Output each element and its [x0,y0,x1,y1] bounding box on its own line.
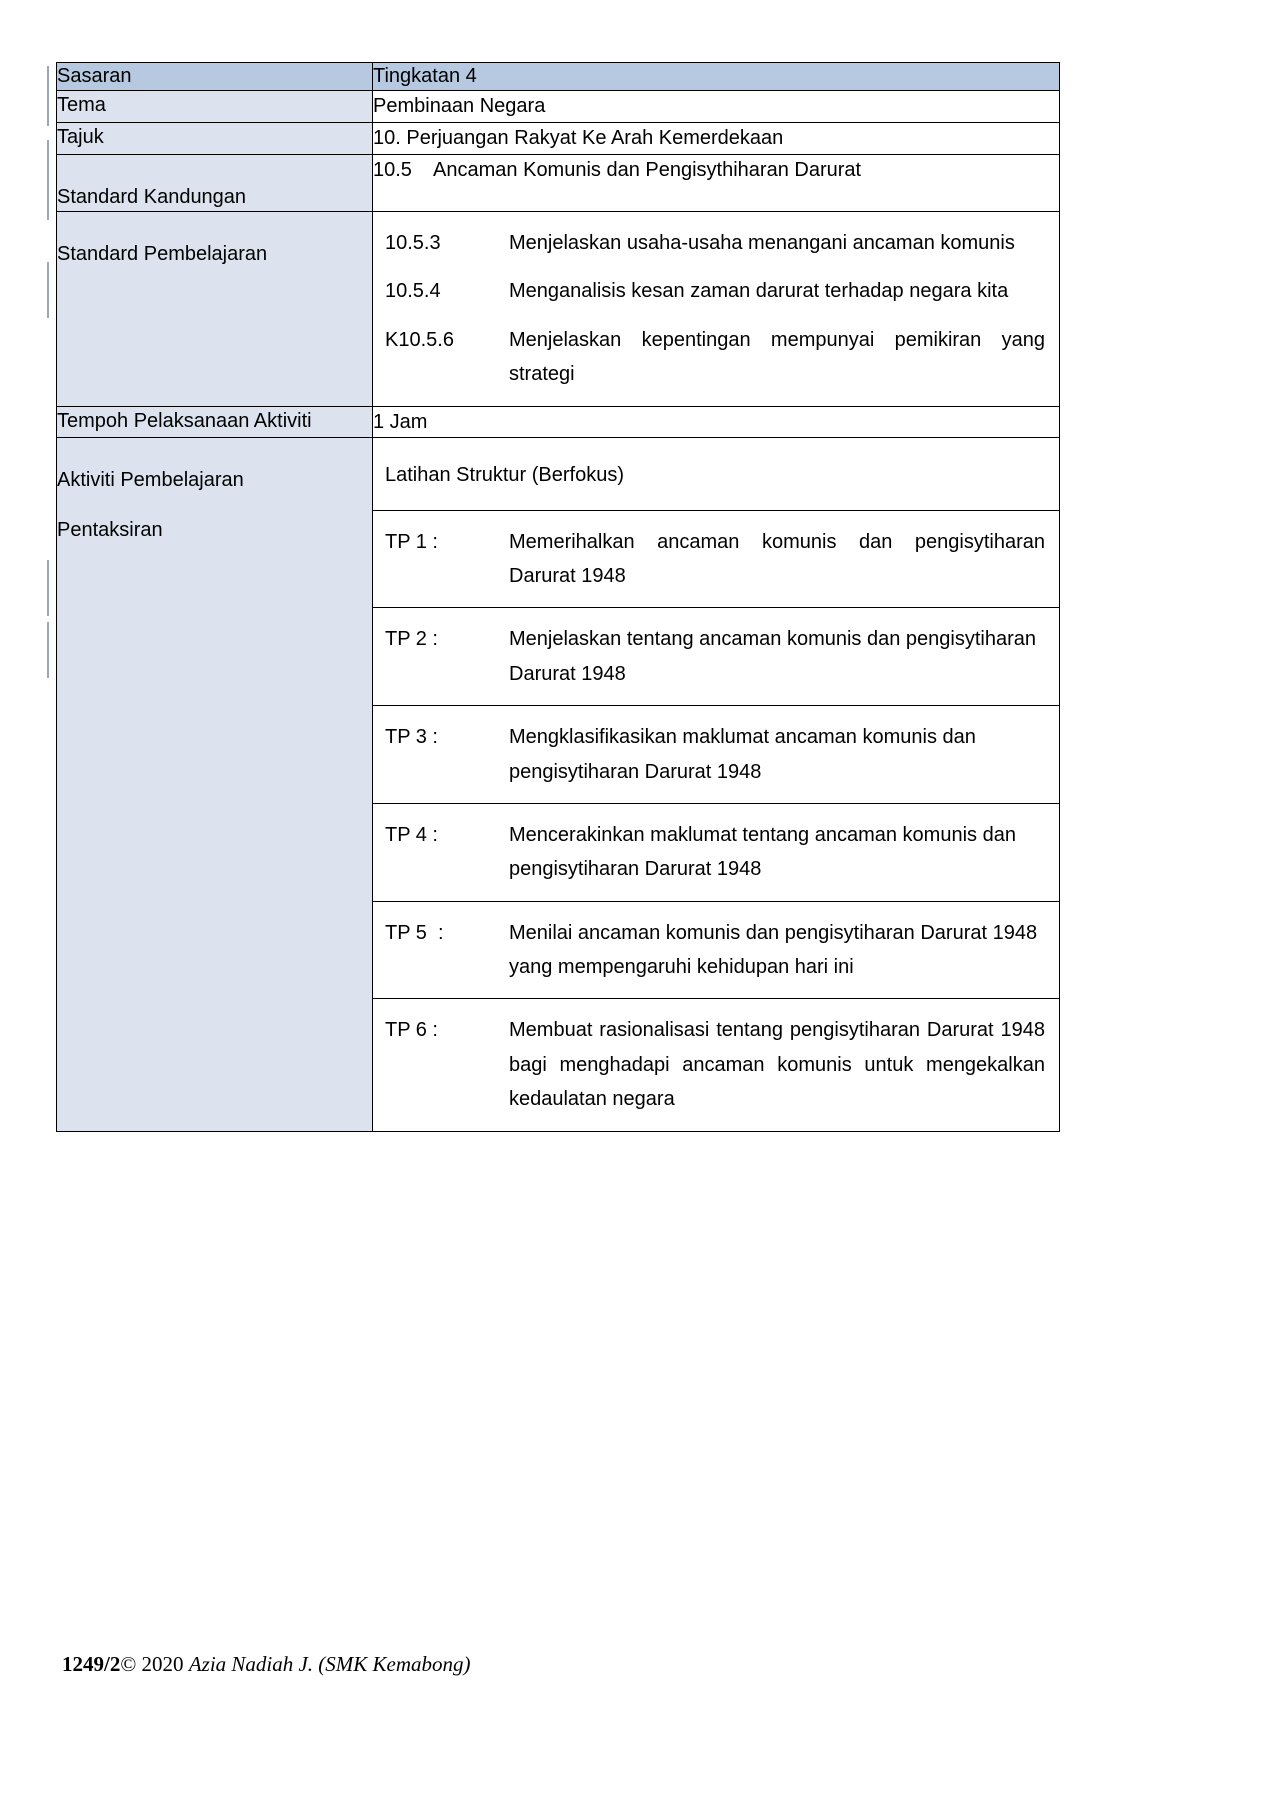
tp-code: TP 5 : [373,901,509,999]
list-item [373,999,1059,1131]
row-label-standard-pembelajaran: Standard Pembelajaran [57,212,373,407]
row-label-tajuk: Tajuk [57,123,373,155]
list-item [373,212,1059,274]
sp-text: Menganalisis kesan zaman darurat terhadap negara kita [509,280,1009,303]
row-label-tema: Tema [57,91,373,123]
sp-text: Menjelaskan kepentingan mempunyai pemikiran yang strategi [509,328,1045,386]
left-edge-marker [47,140,49,220]
table-row [57,155,1060,212]
list-item [373,901,1059,999]
left-edge-marker [47,262,49,318]
list-item [373,274,1059,322]
table-row [57,123,1060,155]
tp-text: Menjelaskan tentang ancaman komunis dan pengisytiharan Darurat 1948 [509,608,1059,706]
row-value-standard-kandungan: 10.5 Ancaman Komunis dan Pengisythiharan Darurat [373,155,1060,212]
row-value-standard-pembelajaran [373,212,1060,407]
table-row [57,212,1060,407]
tp-code: TP 1 : [373,510,509,608]
tp-text: Mengklasifikasikan maklumat ancaman komunis dan pengisytiharan Darurat 1948 [509,706,1059,804]
header-value-cell: Tingkatan 4 [373,63,1060,91]
tp-text: Memerihalkan ancaman komunis dan pengisytiharan Darurat 1948 [509,510,1059,608]
tp-code: TP 2 : [373,608,509,706]
table-header-row [57,63,1060,91]
sp-code: K10.5.6 [385,328,454,351]
sp-text: Menjelaskan usaha-usaha menangani ancaman komunis [509,232,1015,254]
row-value-tempoh: 1 Jam [373,406,1060,437]
table-row [57,406,1060,437]
tp-list [373,510,1059,1131]
list-item [373,608,1059,706]
row-label-standard-kandungan: Standard Kandungan [57,155,373,212]
row-value-tema: Pembinaan Negara [373,91,1060,123]
aktiviti-heading: Latihan Struktur (Berfokus) [385,463,624,486]
tp-text: Membuat rasionalisasi tentang pengisytiharan Darurat 1948 bagi menghadapi ancaman komunis untuk mengekalkan kedaulatan negara [509,999,1059,1131]
footer-copyright: © 2020 [120,1652,189,1676]
list-item [373,706,1059,804]
tp-code: TP 6 : [373,999,509,1131]
tp-code: TP 4 : [373,803,509,901]
list-item [373,510,1059,608]
row-label-aktiviti-pentaksiran [57,437,373,1131]
left-edge-marker [47,622,49,678]
standard-pembelajaran-list [373,212,1059,406]
page-footer [62,1652,471,1677]
header-label-cell: Sasaran [57,63,373,91]
row-label-tempoh: Tempoh Pelaksanaan Aktiviti [57,406,373,437]
footer-code: 1249/2 [62,1652,121,1676]
tp-text: Menilai ancaman komunis dan pengisytiharan Darurat 1948 yang mempengaruhi kehidupan hari ini [509,901,1059,999]
list-item [373,323,1059,406]
lesson-plan-table [56,62,1060,1132]
row-value-aktiviti-pentaksiran [373,437,1060,1131]
list-item [373,803,1059,901]
sp-code: 10.5.4 [385,280,441,303]
table-row [57,91,1060,123]
aktiviti-label-line2: Pentaksiran [57,518,163,541]
row-value-tajuk: 10. Perjuangan Rakyat Ke Arah Kemerdekaan [373,123,1060,155]
left-edge-marker [47,560,49,616]
footer-author: Azia Nadiah J. (SMK Kemabong) [188,1652,471,1676]
aktiviti-label-line1: Aktiviti Pembelajaran [57,468,244,491]
left-edge-marker [47,66,49,126]
tp-text: Mencerakinkan maklumat tentang ancaman komunis dan pengisytiharan Darurat 1948 [509,803,1059,901]
sp-code: 10.5.3 [385,232,441,254]
tp-code: TP 3 : [373,706,509,804]
table-row [57,437,1060,1131]
